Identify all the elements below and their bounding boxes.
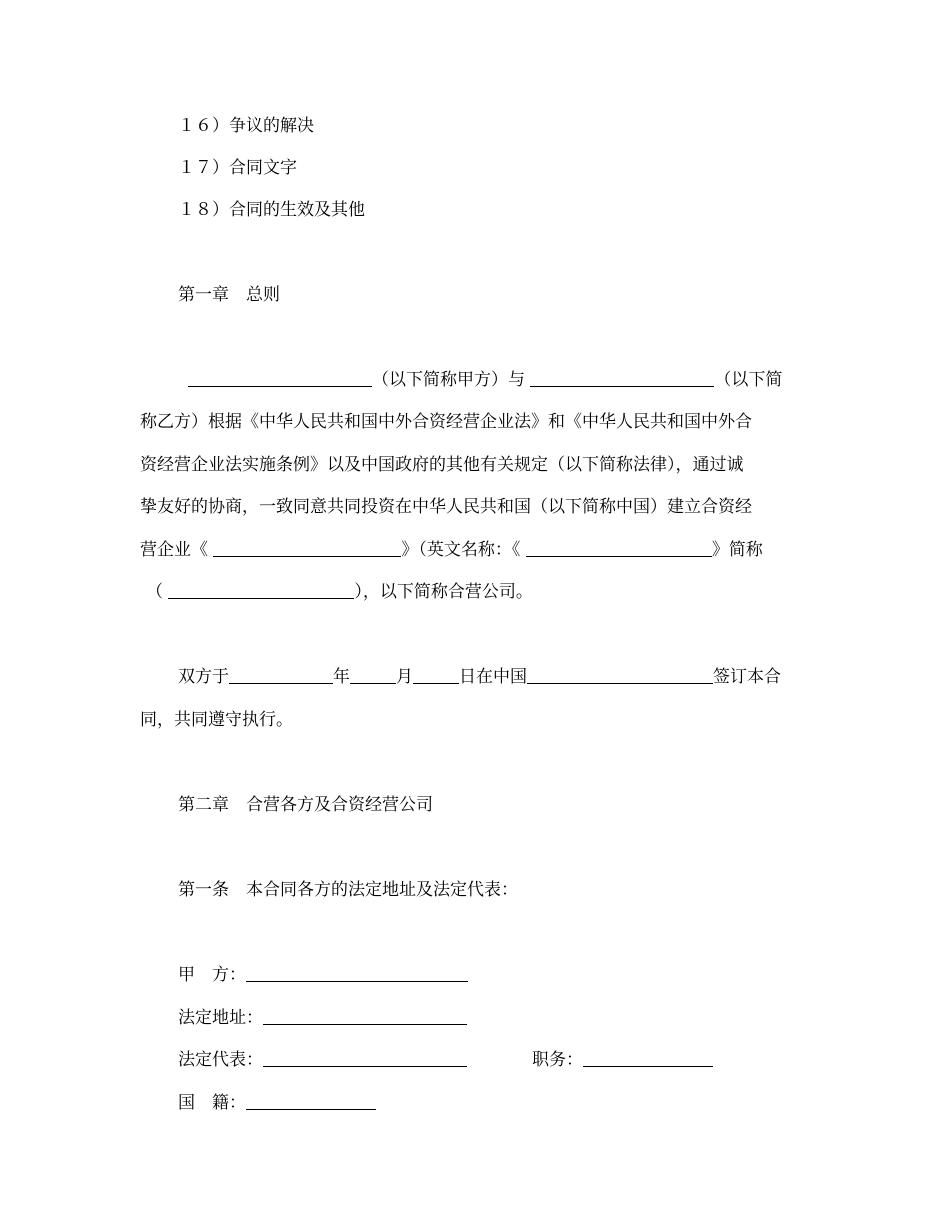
text-segment: 年 (333, 667, 350, 687)
text-segment: （以下简 (714, 370, 783, 390)
chapter-2-title: 第二章 合营各方及合资经营公司 (178, 795, 433, 815)
text-segment: （以下简称甲方）与 (372, 370, 525, 390)
text-segment: 月 (396, 667, 413, 687)
position-row (532, 1049, 713, 1071)
english-name-blank[interactable] (526, 540, 712, 557)
position-label: 职务： (532, 1050, 583, 1070)
paragraph-1-line-6 (146, 581, 533, 603)
text-segment: 双方于 (178, 667, 229, 687)
nationality-label: 国 籍： (178, 1093, 246, 1113)
text-segment: 》简称 (711, 540, 763, 560)
paragraph-1-line-4: 挚友好的协商，一致同意共同投资在中华人民共和国（以下简称中国）建立合资经 (140, 497, 752, 517)
chapter-1-title: 第一章 总则 (178, 285, 280, 305)
party-a-name-blank[interactable] (188, 370, 372, 387)
text-segment: 日在中国 (459, 667, 527, 687)
month-blank[interactable] (350, 667, 396, 684)
year-blank[interactable] (229, 667, 333, 684)
paragraph-1-line-1 (188, 369, 782, 391)
text-segment: ），以下简称合营公司。 (354, 582, 533, 602)
representative-field[interactable] (263, 1050, 467, 1067)
article-1-heading: 第一条 本合同各方的法定地址及法定代表： (178, 880, 518, 900)
toc-item-18: １８）合同的生效及其他 (178, 200, 365, 220)
paragraph-2-line-2: 同，共同遵守执行。 (140, 710, 293, 730)
paragraph-1-line-3: 资经营企业法实施条例》以及中国政府的其他有关规定（以下简称法律），通过诚 (140, 455, 744, 475)
text-segment: 营企业《 (140, 540, 208, 560)
toc-item-17: １７）合同文字 (178, 158, 297, 178)
position-field[interactable] (583, 1050, 713, 1067)
party-a-label: 甲 方： (178, 965, 246, 985)
address-row (178, 1007, 467, 1029)
party-a-field[interactable] (246, 965, 468, 982)
nationality-row (178, 1092, 376, 1114)
representative-row (178, 1049, 467, 1071)
short-name-blank[interactable] (168, 582, 354, 599)
company-name-blank[interactable] (213, 540, 401, 557)
address-label: 法定地址： (178, 1008, 263, 1028)
representative-label: 法定代表： (178, 1050, 263, 1070)
party-a-row (178, 964, 468, 986)
signing-place-blank[interactable] (527, 667, 713, 684)
day-blank[interactable] (413, 667, 459, 684)
text-segment: 签订本合 (713, 667, 781, 687)
paragraph-2-line-1 (178, 666, 781, 688)
party-b-name-blank[interactable] (530, 370, 714, 387)
text-segment: （ (146, 582, 163, 602)
paragraph-1-line-2: 称乙方）根据《中华人民共和国中外合资经营企业法》和《中华人民共和国中外合 (140, 412, 752, 432)
nationality-field[interactable] (246, 1093, 376, 1110)
text-segment: 》（英文名称：《 (401, 540, 521, 560)
address-field[interactable] (263, 1008, 467, 1025)
paragraph-1-line-5 (140, 539, 763, 561)
toc-item-16: １６）争议的解决 (178, 116, 314, 136)
